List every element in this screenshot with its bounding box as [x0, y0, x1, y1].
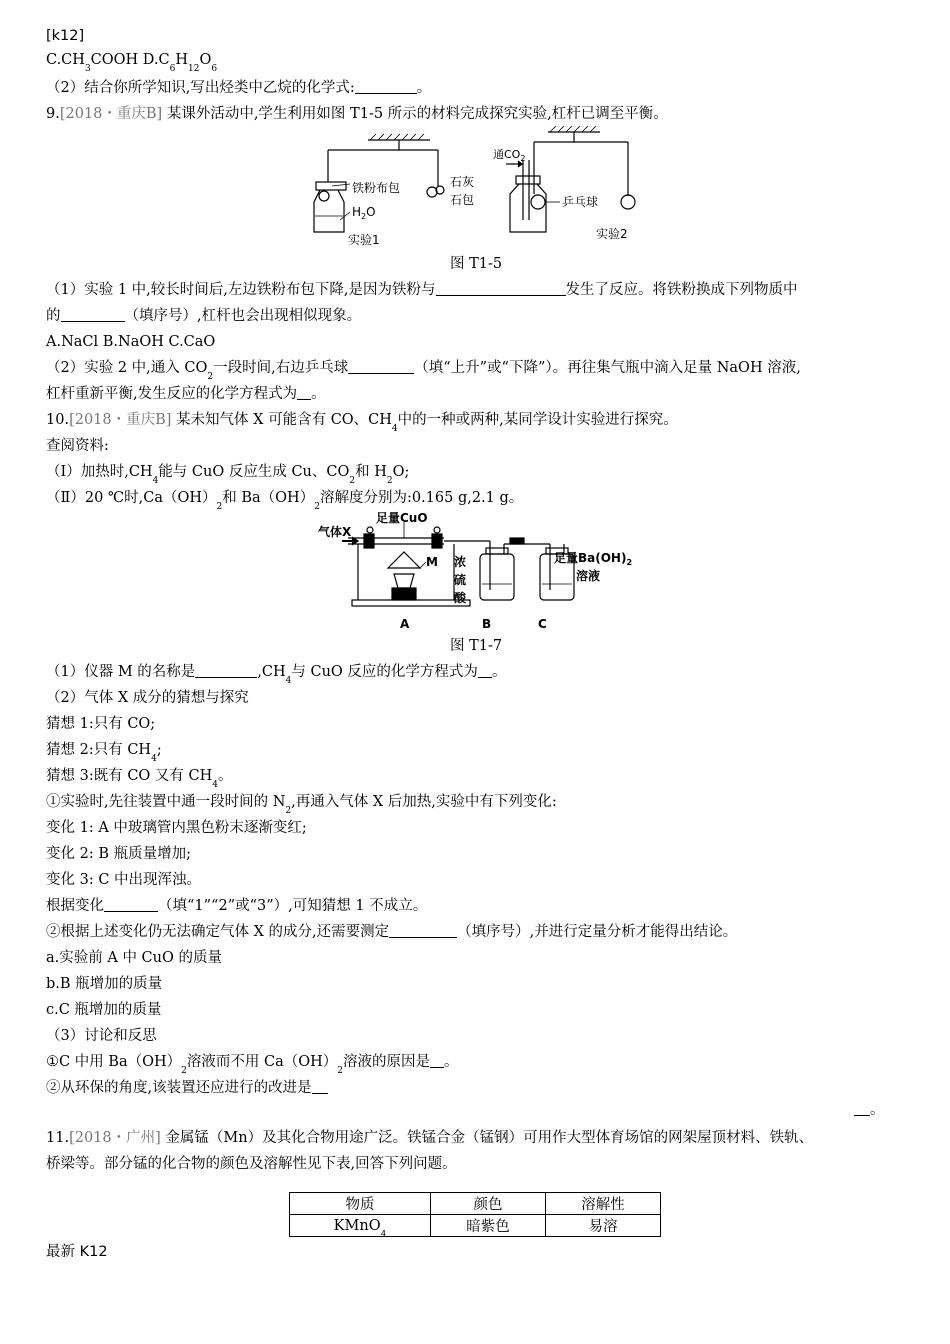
change-3: 变化 3: C 中出现浑浊。 — [46, 872, 202, 888]
option-line-c-d: $C.CH_3COOH$ $D.C_6H_{12}O_6$ — [46, 52, 218, 74]
answer-blank[interactable] — [348, 359, 414, 374]
question-10-stem: 10.[2018・重庆B] 某未知气体 X 可能含有 CO、$CH_4$中的一种或两种,某同学设计实验进行探究。 — [46, 412, 678, 434]
step-2: ②根据上述变化仍无法确定气体 X 的成分,还需要测定 （填序号）,并进行定量分析才能得出结论。 — [46, 924, 738, 940]
question-9-1: （1）实验 1 中,较长时间后,左边铁粉布包下降,是因为铁粉与 发生了反应。将铁粉换成下列物质中 — [46, 282, 798, 298]
figure-t1-5 — [310, 124, 650, 254]
label-acid-3: 酸 — [454, 591, 467, 605]
label-iron-bag: 铁粉布包 — [352, 181, 401, 195]
question-9-2: （2）实验 2 中,通入 $CO_2$一段时间,右边乒乓球 （填“上升”或“下降”）。再往集气瓶中滴入足量 NaOH 溶液, — [46, 360, 801, 382]
question-8-2: （2）结合你所学知识,写出烃类中乙烷的化学式: 。 — [46, 80, 432, 96]
question-11-cont: 桥梁等。部分锰的化合物的颜色及溶解性见下表,回答下列问题。 — [46, 1156, 457, 1172]
label-solution: 溶液 — [576, 569, 601, 583]
table-row — [290, 1193, 661, 1215]
table-header-color: 颜色 — [431, 1193, 546, 1215]
table-row — [290, 1215, 661, 1237]
page-header: [k12] — [46, 28, 85, 44]
label-baoh2: 足量$Ba(OH)_2$ — [554, 551, 633, 567]
question-10-1: （1）仪器 M 的名称是 $,CH_4$与 CuO 反应的化学方程式为 。 — [46, 664, 507, 686]
label-c: C — [538, 617, 547, 631]
question-9-stem: 9.[2018・重庆B] 某课外活动中,学生利用如图 T1-5 所示的材料完成探究实验,杠杆已调至平衡。 — [46, 106, 668, 122]
option-a: a.实验前 A 中 CuO 的质量 — [46, 950, 222, 966]
figure-t1-7 — [314, 508, 644, 634]
step-1: ①实验时,先往装置中通一段时间的 $N_2$,再通入气体 X 后加热,实验中有下列变化: — [46, 794, 557, 816]
label-co2-in: 通$CO_2$ — [493, 148, 526, 163]
label-a: A — [400, 617, 410, 631]
guess-1: 猜想 1:只有 CO; — [46, 716, 156, 732]
label-experiment-2: 实验2 — [596, 227, 628, 241]
answer-blank[interactable] — [430, 1053, 444, 1068]
table-header-solubility: 溶解性 — [546, 1193, 661, 1215]
answer-blank[interactable] — [312, 1079, 328, 1094]
reflection-1: ①C 中用 $Ba(OH)_2$溶液而不用 $Ca(OH)_2$溶液的原因是 。 — [46, 1054, 459, 1076]
label-water: $H_2O$ — [352, 205, 376, 221]
reference-heading: 查阅资料: — [46, 438, 109, 454]
label-acid-1: 浓 — [454, 555, 467, 569]
label-b: B — [482, 617, 492, 631]
judge-line: 根据变化 （填“1”“2”或“3”）,可知猜想 1 不成立。 — [46, 898, 428, 914]
answer-blank[interactable] — [854, 1101, 870, 1116]
table-cell-color: 暗紫色 — [431, 1215, 546, 1237]
label-acid-2: 硫 — [454, 573, 467, 587]
table-header-substance: 物质 — [290, 1193, 431, 1215]
question-11-stem: 11.[2018・广州] 金属锰（Mn）及其化合物用途广泛。铁锰合金（锰钢）可用作大型体育场馆的网架屋顶材料、铁轨、 — [46, 1130, 814, 1146]
figure-caption-t1-5: 图 T1-5 — [450, 256, 503, 272]
answer-blank[interactable] — [355, 79, 417, 94]
question-9-options: A.NaCl B.NaOH C.CaO — [46, 334, 216, 350]
reference-i: （Ⅰ）加热时$,CH_4$能与 CuO 反应生成 Cu、$CO_2$和 $H_2O$; — [46, 464, 410, 486]
label-gas-x: 气体X — [318, 525, 352, 539]
label-experiment-1: 实验1 — [348, 233, 380, 247]
change-2: 变化 2: B 瓶质量增加; — [46, 846, 191, 862]
answer-blank[interactable] — [389, 923, 457, 938]
label-ping-pong: 乒乓球 — [562, 195, 599, 209]
guess-3: 猜想 3:既有 CO 又有 $CH_4$。 — [46, 768, 233, 790]
question-10-3: （3）讨论和反思 — [46, 1028, 157, 1044]
question-10-2: （2）气体 X 成分的猜想与探究 — [46, 690, 249, 706]
guess-2: 猜想 2:只有 $CH_4$; — [46, 742, 162, 764]
answer-blank[interactable] — [195, 663, 257, 678]
label-lime-2: 石包 — [450, 193, 475, 207]
answer-blank[interactable] — [436, 281, 566, 296]
label-m: M — [426, 555, 438, 569]
change-1: 变化 1: A 中玻璃管内黑色粉末逐渐变红; — [46, 820, 307, 836]
reference-ii: （Ⅱ）20 ℃时$,Ca(OH)_2$和 $Ba(OH)_2$溶解度分别为:0.165 g,2.1 g。 — [46, 490, 524, 512]
label-lime-1: 石灰 — [450, 175, 475, 189]
answer-blank[interactable] — [297, 385, 311, 400]
figure-caption-t1-7: 图 T1-7 — [450, 638, 503, 654]
question-9-2-cont: 杠杆重新平衡,发生反应的化学方程式为 。 — [46, 386, 326, 402]
option-b: b.B 瓶增加的质量 — [46, 976, 163, 992]
table-cell-solubility: 易溶 — [546, 1215, 661, 1237]
answer-blank[interactable] — [61, 307, 125, 322]
question-9-1-cont: 的 （填序号）,杠杆也会出现相似现象。 — [46, 308, 362, 324]
reflection-2: ②从环保的角度,该装置还应进行的改进是 — [46, 1078, 328, 1098]
page-footer: 最新 K12 — [46, 1244, 108, 1260]
option-c: c.C 瓶增加的质量 — [46, 1002, 162, 1018]
answer-blank[interactable] — [478, 663, 492, 678]
label-cuo: 足量CuO — [376, 511, 428, 525]
reflection-2-end: 。 — [854, 1100, 885, 1120]
table-cell-substance: KMnO$_4$ — [290, 1215, 431, 1237]
answer-blank[interactable] — [104, 897, 158, 912]
manganese-table — [289, 1192, 661, 1240]
